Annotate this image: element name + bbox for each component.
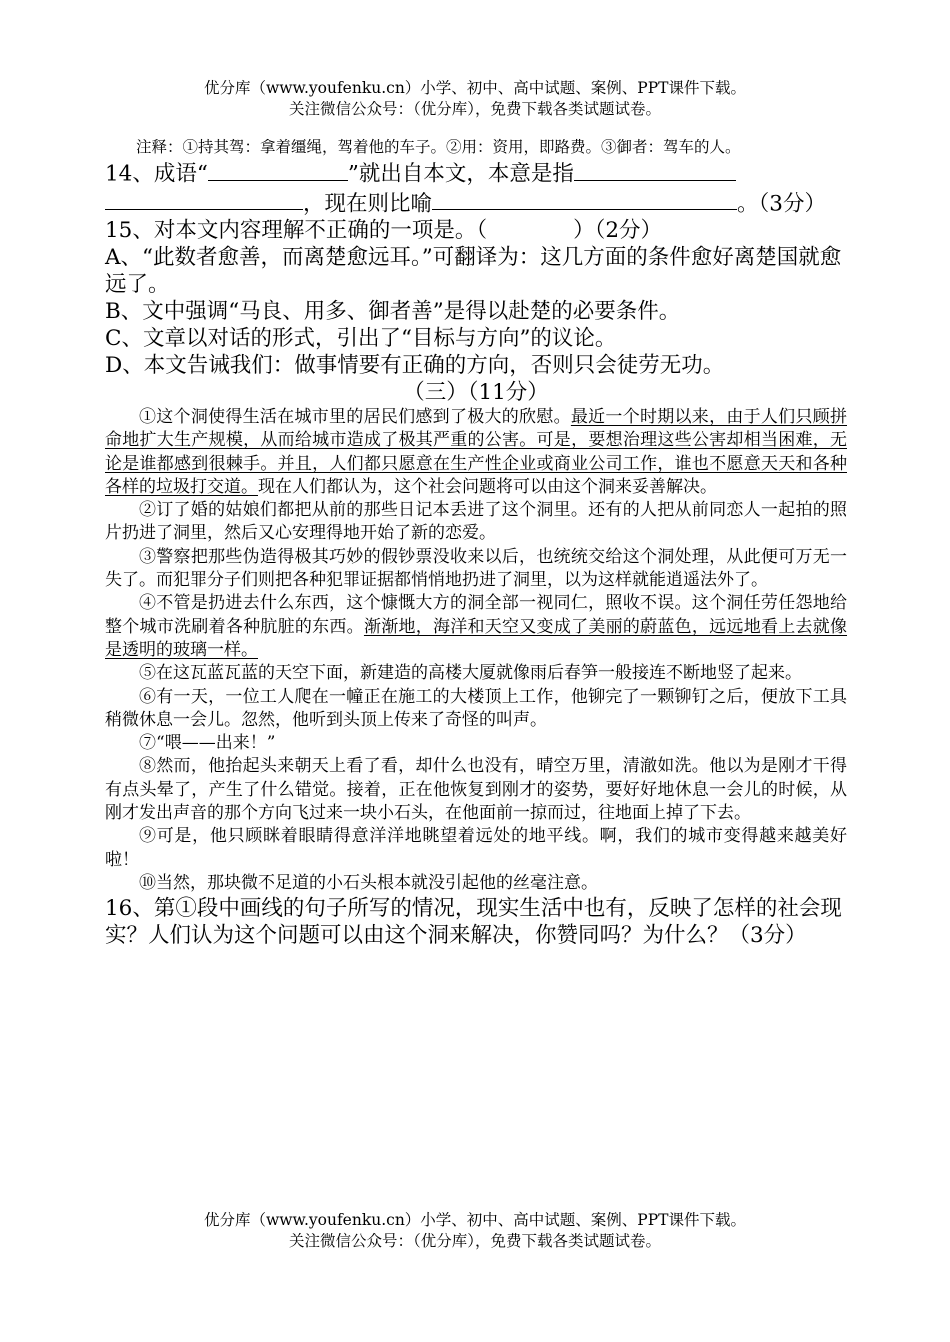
option-c[interactable]: C、文章以对话的形式，引出了“目标与方向”的议论。 (105, 326, 617, 351)
option-d[interactable]: D、本文告诫我们：做事情要有正确的方向，否则只会徒劳无功。 (105, 353, 725, 378)
question-16: 16、第①段中画线的句子所写的情况，现实生活中也有，反映了怎样的社会现实？人们认为这个问题可以由这个洞来解决，你赞同吗？为什么？（3分） (105, 896, 842, 949)
paragraph-1 (105, 406, 847, 499)
section-three-heading: （三）（11分） (403, 380, 549, 405)
footer-line-1: 优分库（www.youfenku.cn）小学、初中、高中试题、案例、PPT课件下载。 (203, 1211, 747, 1229)
paragraph-6: ⑥有一天，一位工人爬在一幢正在施工的大楼顶上工作，他铆完了一颗铆钉之后，便放下工具稍微休息一会儿。忽然，他听到头顶上传来了奇怪的叫声。 (105, 686, 847, 730)
paragraph-1-end: 现在人们都认为，这个社会问题将可以由这个洞来妥善解决。 (258, 476, 717, 497)
paragraph-5: ⑤在这瓦蓝瓦蓝的天空下面，新建造的高楼大厦就像雨后春笋一般接连不断地竖了起来。 (139, 663, 802, 684)
option-b[interactable]: B、文中强调“马良、用多、御者善”是得以赴楚的必要条件。 (105, 299, 681, 324)
footer-line-2: 关注微信公众号：（优分库），免费下载各类试题试卷。 (288, 1232, 661, 1250)
annotation-note: 注释：①持其驾：拿着缰绳，驾着他的车子。②用：资用，即路费。③御者：驾车的人。 (136, 138, 741, 156)
q14-part-1: 14、成语“ (105, 161, 208, 187)
question-15-stem: 15、对本文内容理解不正确的一项是。（ ）（2分） (105, 218, 663, 243)
option-a[interactable]: A、“此数者愈善，而离楚愈远耳。”可翻译为：这几方面的条件愈好离楚国就愈远了。 (105, 245, 842, 297)
paragraph-9: ⑨可是，他只顾眯着眼睛得意洋洋地眺望着远处的地平线。啊，我们的城市变得越来越美好啦！ (105, 826, 847, 870)
paragraph-3: ③警察把那些伪造得极其巧妙的假钞票没收来以后，也统统交给这个洞处理，从此便可万无一失了。而犯罪分子们则把各种犯罪证据都悄悄地扔进了洞里，以为这样就能逍遥法外了。 (105, 546, 847, 591)
q14-part-2: ”就出自本文，本意是指 (347, 161, 574, 187)
original-meaning-blank-cont[interactable] (105, 188, 303, 211)
q14-part-3: ，现在则比喻 (303, 191, 433, 216)
paragraph-4-start: ④不管是扔进去什么东西，这个慷慨大方的洞全部一视同仁，照收不误。这个洞任劳任怨地给整个城市洗刷着各种肮脏的东西。 (105, 593, 847, 637)
document-body (105, 136, 847, 949)
header-line-1: 优分库（www.youfenku.cn）小学、初中、高中试题、案例、PPT课件下载。 (203, 79, 747, 97)
original-meaning-blank[interactable] (574, 158, 736, 181)
question-14 (105, 158, 847, 217)
paragraph-8: ⑧然而，他抬起头来朝天上看了看，却什么也没有，晴空万里，清澈如洗。他以为是刚才干得有点头晕了，产生了什么错觉。接着，正在他恢复到刚才的姿势，要好好地休息一会儿的时候，从刚才发出声音的那个方向飞过来一块小石头，在他面前一掠而过，往地面上掉了下去。 (105, 756, 847, 824)
paragraph-1-start: ①这个洞使得生活在城市里的居民们感到了极大的欣慰。 (139, 407, 571, 427)
page-header (0, 78, 950, 120)
paragraph-4 (105, 592, 847, 662)
page-footer (0, 1210, 950, 1252)
paragraph-1-underlined: 最近一个时期以来，由于人们只顾拼命地扩大生产规模，从而给城市造成了极其严重的公害。可是，要想治理这些公害却相当困难，无论是谁都感到很棘手。并且，人们都只愿意在生产性企业或商业公司工作，谁也不愿意天天和各种各样的垃圾打交道。 (105, 407, 847, 497)
paragraph-10: ⑩当然，那块微不足道的小石头根本就没引起他的丝毫注意。 (139, 872, 598, 893)
header-line-2: 关注微信公众号：（优分库），免费下载各类试题试卷。 (288, 100, 661, 118)
paragraph-4-underlined: 渐渐地，海洋和天空又变成了美丽的蔚蓝色，远远地看上去就像是透明的玻璃一样。 (105, 616, 848, 660)
q14-part-4: 。（3分） (737, 191, 826, 216)
idiom-blank[interactable] (208, 158, 348, 181)
paragraph-2: ②订了婚的姑娘们都把从前的那些日记本丢进了这个洞里。还有的人把从前同恋人一起拍的照片扔进了洞里，然后又心安理得地开始了新的恋爱。 (105, 500, 847, 544)
metaphor-meaning-blank[interactable] (432, 188, 737, 211)
paragraph-7: ⑦“喂——出来！” (139, 733, 276, 754)
